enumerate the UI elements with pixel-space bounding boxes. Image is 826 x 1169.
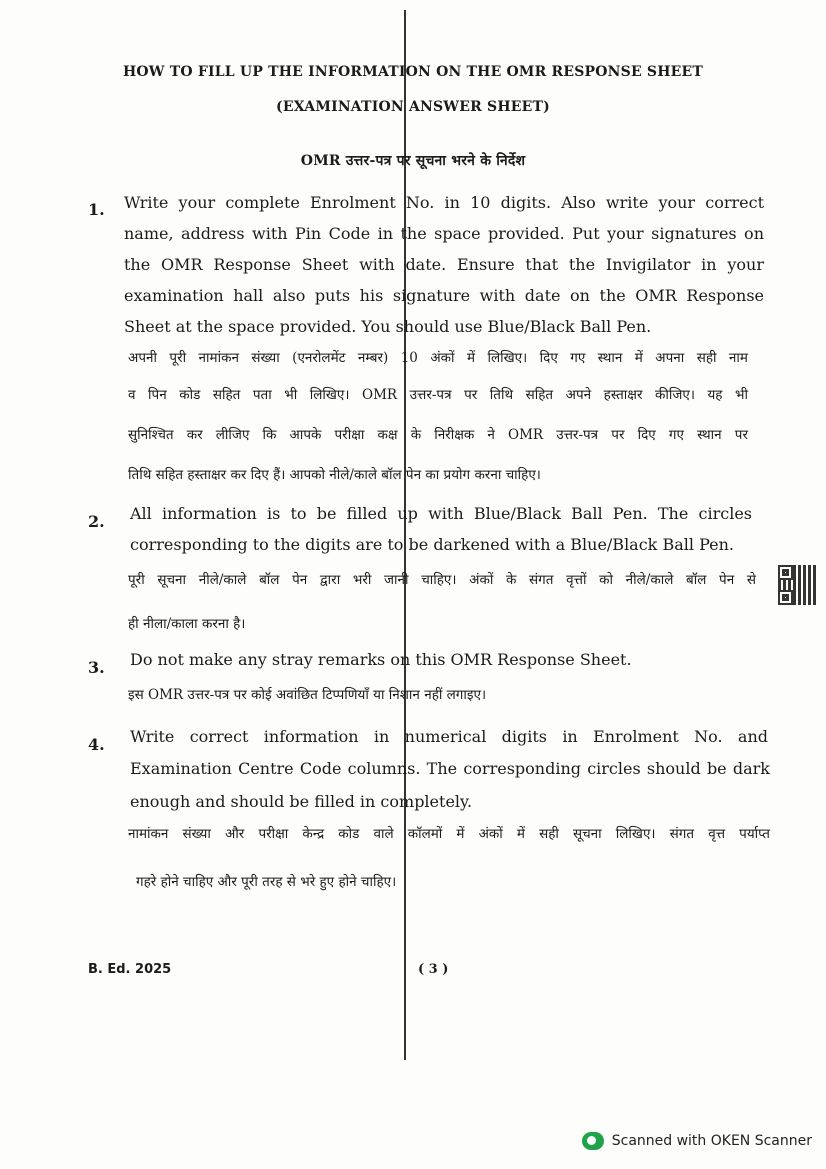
item-hindi-line: इस OMR उत्तर-पत्र पर कोई अवांछित टिप्पणियाँ या निशान नहीं लगाइए। [128,687,487,703]
item-hindi-line: नामांकन संख्या और परीक्षा केन्द्र कोड वाले कॉलमों में अंकों में सही सूचना लिखिए। संगत वृत्त पर्याप्त [128,826,770,842]
item-hindi-line: पूरी सूचना नीले/काले बॉल पेन द्वारा भरी जानी चाहिए। अंकों के संगत वृत्तों को नीले/काले बॉल पेन से [128,572,756,588]
item-hindi-line: सुनिश्चित कर लीजिए कि आपके परीक्षा कक्ष के निरीक्षक ने OMR उत्तर-पत्र पर दिए गए स्थान पर [128,427,748,443]
scanner-watermark [582,1132,812,1150]
item-number: 4. [88,735,105,754]
item-text-line: Write correct information in numerical digits in Enrolment No. and [130,727,768,746]
hindi-title: OMR उत्तर-पत्र पर सूचना भरने के निर्देश [300,153,526,169]
scanner-watermark-text: Scanned with OKEN Scanner [611,1133,812,1149]
item-hindi-line: तिथि सहित हस्ताक्षर कर दिए हैं। आपको नीले/काले बॉल पेन का प्रयोग करना चाहिए। [128,467,541,483]
item-text-line: corresponding to the digits are to be darkened with a Blue/Black Ball Pen. [130,535,734,554]
item-number: 2. [88,512,105,531]
item-text-line: Examination Centre Code columns. The corresponding circles should be dark [130,759,770,778]
page-subtitle: (EXAMINATION ANSWER SHEET) [276,99,550,115]
item-text-line: examination hall also puts his signature with date on the OMR Response [124,286,764,305]
item-text-line: All information is to be filled up with Blue/Black Ball Pen. The circles [130,504,752,523]
item-text-line: name, address with Pin Code in the space provided. Put your signatures on [124,224,764,243]
item-hindi-line: व पिन कोड सहित पता भी लिखिए। OMR उत्तर-पत्र पर तिथि सहित अपने हस्ताक्षर कीजिए। यह भी [128,387,748,403]
scanner-logo-icon [582,1132,604,1150]
item-number: 1. [88,200,105,219]
item-hindi-line: ही नीला/काला करना है। [128,616,246,632]
page-title: HOW TO FILL UP THE INFORMATION ON THE OMR RESPONSE SHEET [122,64,704,80]
item-hindi-line: गहरे होने चाहिए और पूरी तरह से भरे हुए होने चाहिए। [136,874,397,890]
item-text-line: enough and should be filled in completely. [130,792,473,811]
item-text-line: the OMR Response Sheet with date. Ensure that the Invigilator in your [124,255,764,274]
qr-code [778,565,816,605]
item-hindi-line: अपनी पूरी नामांकन संख्या (एनरोलमेंट नम्बर) 10 अंकों में लिखिए। दिए गए स्थान में अपना सही नाम [128,350,748,366]
item-number: 3. [88,658,105,677]
course-label: B. Ed. 2025 [88,962,172,977]
page-number: ( 3 ) [418,962,449,977]
item-text-line: Do not make any stray remarks on this OMR Response Sheet. [130,650,632,669]
item-text-line: Write your complete Enrolment No. in 10 digits. Also write your correct [124,193,764,212]
item-text-line: Sheet at the space provided. You should use Blue/Black Ball Pen. [124,317,652,336]
